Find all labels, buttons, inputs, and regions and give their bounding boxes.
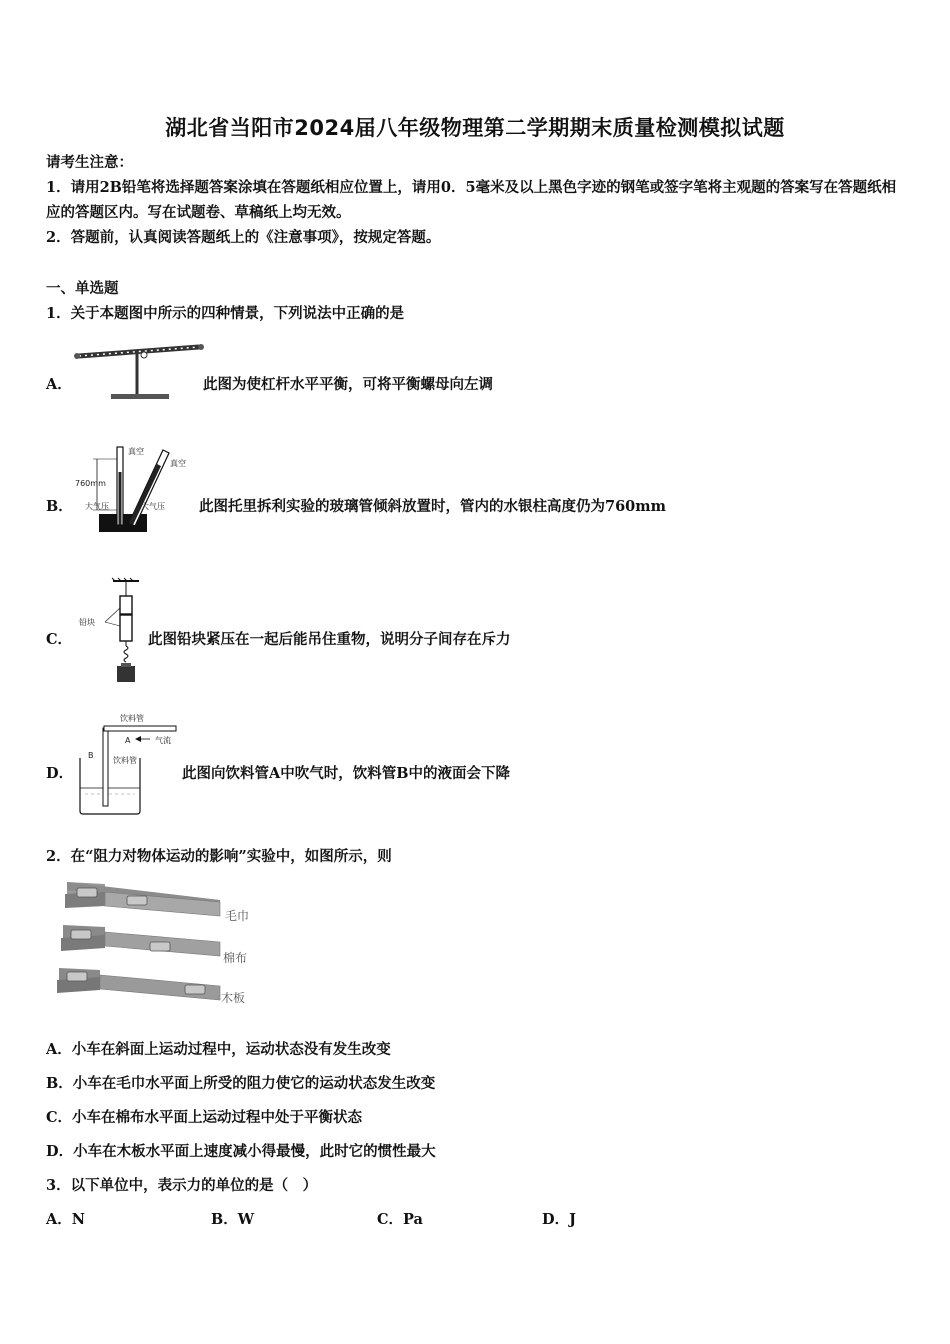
q2-option-b[interactable]: B．小车在毛巾水平面上所受的阻力使它的运动状态发生改变 [46, 1075, 436, 1092]
torricelli-label-atm-2: 大气压 [141, 502, 165, 511]
q1-option-a-letter[interactable]: A． [46, 376, 72, 393]
ramp-label-towel: 毛巾 [225, 909, 250, 923]
straw-figure [75, 708, 185, 818]
lead-block-figure [75, 578, 150, 688]
ramp-icon [57, 882, 220, 1000]
torricelli-label-height: 760mm [75, 479, 106, 488]
question-3-stem: 3．以下单位中，表示力的单位的是（ ） [46, 1177, 318, 1194]
question-2-stem: 2．在“阻力对物体运动的影响”实验中，如图所示，则 [46, 848, 392, 865]
q3-option-b[interactable]: B．W [211, 1211, 255, 1228]
q1-option-c-letter[interactable]: C． [46, 631, 73, 648]
question-1-stem: 1．关于本题图中所示的四种情景，下列说法中正确的是 [46, 305, 405, 322]
torricelli-figure [75, 442, 200, 537]
torricelli-label-vacuum-2: 真空 [170, 459, 186, 468]
lead-block-icon [105, 578, 139, 682]
q3-option-d[interactable]: D．J [542, 1211, 576, 1228]
q1-option-d-text: 此图向饮料管A中吹气时，饮料管B中的液面会下降 [182, 765, 511, 782]
page-title: 湖北省当阳市2024届八年级物理第二学期期末质量检测模拟试题 [165, 116, 785, 140]
lever-icon [74, 344, 204, 399]
torricelli-label-vacuum-1: 真空 [128, 447, 144, 456]
section-heading: 一、单选题 [46, 280, 119, 297]
q1-option-b-text: 此图托里拆利实验的玻璃管倾斜放置时，管内的水银柱高度仍为760mm [199, 498, 666, 515]
ramp-figure [45, 880, 260, 1010]
straw-label-flow: 气流 [155, 736, 171, 745]
q2-option-a[interactable]: A．小车在斜面上运动过程中，运动状态没有发生改变 [46, 1041, 391, 1058]
straw-label-2: 饮料管 [113, 756, 137, 765]
q3-option-a[interactable]: A．N [46, 1211, 86, 1228]
q1-option-d-letter[interactable]: D． [46, 765, 74, 782]
ramp-label-cotton: 棉布 [223, 951, 248, 965]
q2-option-d[interactable]: D．小车在木板水平面上速度减小得最慢，此时它的惯性最大 [46, 1143, 436, 1160]
q1-option-b-letter[interactable]: B． [46, 498, 73, 515]
torricelli-label-atm-1: 大气压 [85, 502, 109, 511]
notice-heading: 请考生注意： [46, 154, 133, 171]
straw-label-a: A [125, 736, 131, 745]
q1-option-c-text: 此图铅块紧压在一起后能吊住重物，说明分子间存在斥力 [148, 631, 511, 648]
q2-option-c[interactable]: C．小车在棉布水平面上运动过程中处于平衡状态 [46, 1109, 363, 1126]
straw-label-b: B [88, 751, 94, 760]
lever-figure [75, 335, 205, 405]
torricelli-icon [93, 447, 169, 532]
ramp-label-wood: 木板 [221, 991, 246, 1005]
straw-label-1: 饮料管 [120, 714, 144, 723]
notice-item-1: 1．请用2B铅笔将选择题答案涂填在答题纸相应位置上，请用0．5毫米及以上黑色字迹的钢笔或签字笔将主观题的答案写在答题纸相应的答题区内。写在试题卷、草稿纸上均无效。 [46, 179, 897, 221]
lead-block-label: 铅块 [79, 618, 95, 627]
notice-item-2: 2．答题前，认真阅读答题纸上的《注意事项》，按规定答题。 [46, 229, 441, 246]
q3-option-c[interactable]: C．Pa [377, 1211, 423, 1228]
q1-option-a-text: 此图为使杠杆水平平衡，可将平衡螺母向左调 [203, 376, 493, 393]
